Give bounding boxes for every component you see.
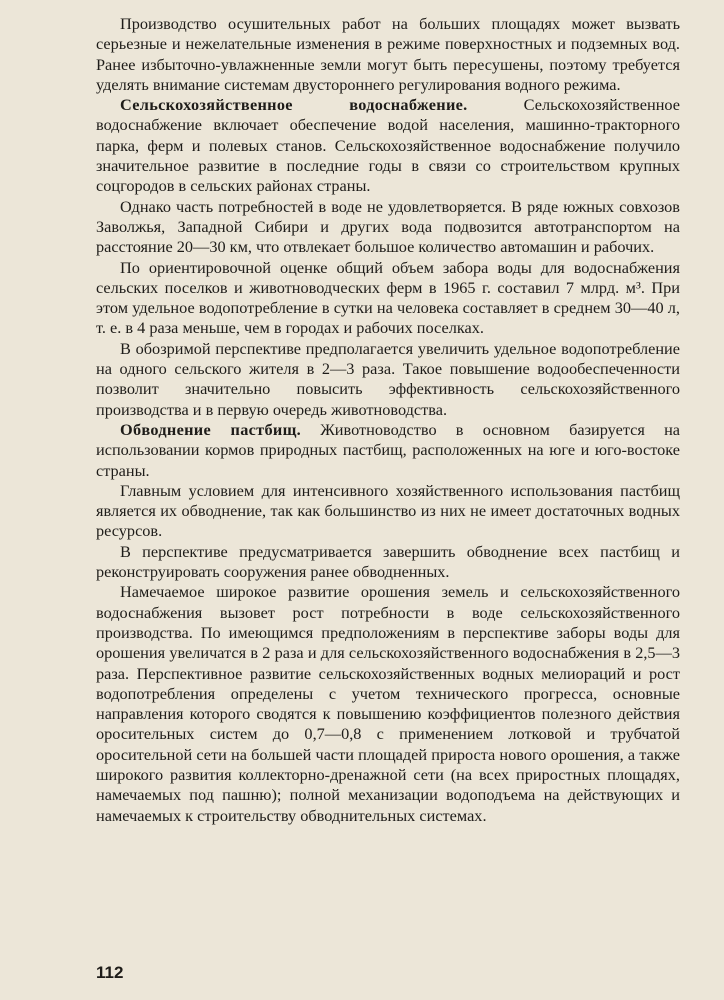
- paragraph-1-text: Производство осушительных работ на больших площадях может вызвать серьезные и нежелательные изменения в режиме поверхностных и подземных вод. Ранее избыточно-увлажненные земли могут быть пересушены, поэтому требуется уделять внимание системам двустороннего регулирования водного режима.: [96, 14, 680, 94]
- paragraph-9: [96, 582, 680, 826]
- paragraph-7-text: Главным условием для интенсивного хозяйственного использования пастбищ является их обводнение, так как большинство из них не имеет достаточных водных ресурсов.: [96, 480, 680, 541]
- section-heading-water-supply: Сельскохозяйственное водоснабжение.: [120, 95, 468, 115]
- paragraph-5-text: В обозримой перспективе предполагается увеличить удельное водопотребление на одного сельского жителя в 2—3 раза. Такое повышение водообеспеченности позволит значительно повысить эффективность сельскохозяйственного производства и в первую очередь животноводства.: [96, 338, 680, 419]
- paragraph-2-text: Сельскохозяйственное водоснабжение включает обеспечение водой населения, машинно-тракторного парка, ферм и полевых станов. Сельскохозяйственное водоснабжение получило значительное развитие в последние годы в связи со строительством крупных соцгородов в сельских районах страны.: [96, 95, 680, 196]
- section-heading-pasture-watering: Обводнение пастбищ.: [120, 419, 301, 439]
- paragraph-3: [96, 197, 680, 258]
- paragraph-5: [96, 339, 680, 420]
- paragraph-3-text: Однако часть потребностей в воде не удовлетворяется. В ряде южных совхозов Заволжья, Западной Сибири и других вода подвозится автотранспортом на расстояние 20—30 км, что отвлекает большое количество автомашин и рабочих.: [96, 196, 680, 257]
- paragraph-6: [96, 420, 680, 481]
- paragraph-4-text: По ориентировочной оценке общий объем забора воды для водоснабжения сельских поселков и животноводческих ферм в 1965 г. составил 7 млрд. м³. При этом удельное водопотребление в сутки на человека составляет в среднем 30—40 л, т. е. в 4 раза меньше, чем в городах и рабочих поселках.: [96, 257, 680, 338]
- body-text: [96, 14, 680, 826]
- paragraph-8: [96, 542, 680, 583]
- paragraph-2: [96, 95, 680, 196]
- paragraph-8-text: В перспективе предусматривается завершить обводнение всех пастбищ и реконструировать сооружения ранее обводненных.: [96, 541, 680, 582]
- paragraph-6-text: Животноводство в основном базируется на использовании кормов природных пастбищ, расположенных на юге и юго-востоке страны.: [96, 419, 681, 480]
- page-number: 112: [96, 963, 124, 982]
- paragraph-9-text: Намечаемое широкое развитие орошения земель и сельскохозяйственного водоснабжения вызовет рост потребности в воде сельскохозяйственного производства. По имеющимся предположениям в перспективе заборы воды для орошения увеличатся в 2 раза и для сельскохозяйственного водоснабжения в 2,5—3 раза. Перспективное развитие сельскохозяйственных водных мелиораций и рост водопотребления определены с учетом технического прогресса, основные направления которого сводятся к повышению коэффициентов полезного действия оросительных систем до 0,7—0,8 с применением лотковой и трубчатой оросительной сети на большей части площадей прироста нового орошения, а также широкого развития коллекторно-дренажной сети (на всех приростных площадях, намечаемых под пашню); полной механизации водоподъема на действующих и намечаемых к строительству обводнительных системах.: [96, 582, 680, 825]
- paragraph-7: [96, 481, 680, 542]
- paragraph-1: [96, 14, 680, 95]
- paragraph-4: [96, 258, 680, 339]
